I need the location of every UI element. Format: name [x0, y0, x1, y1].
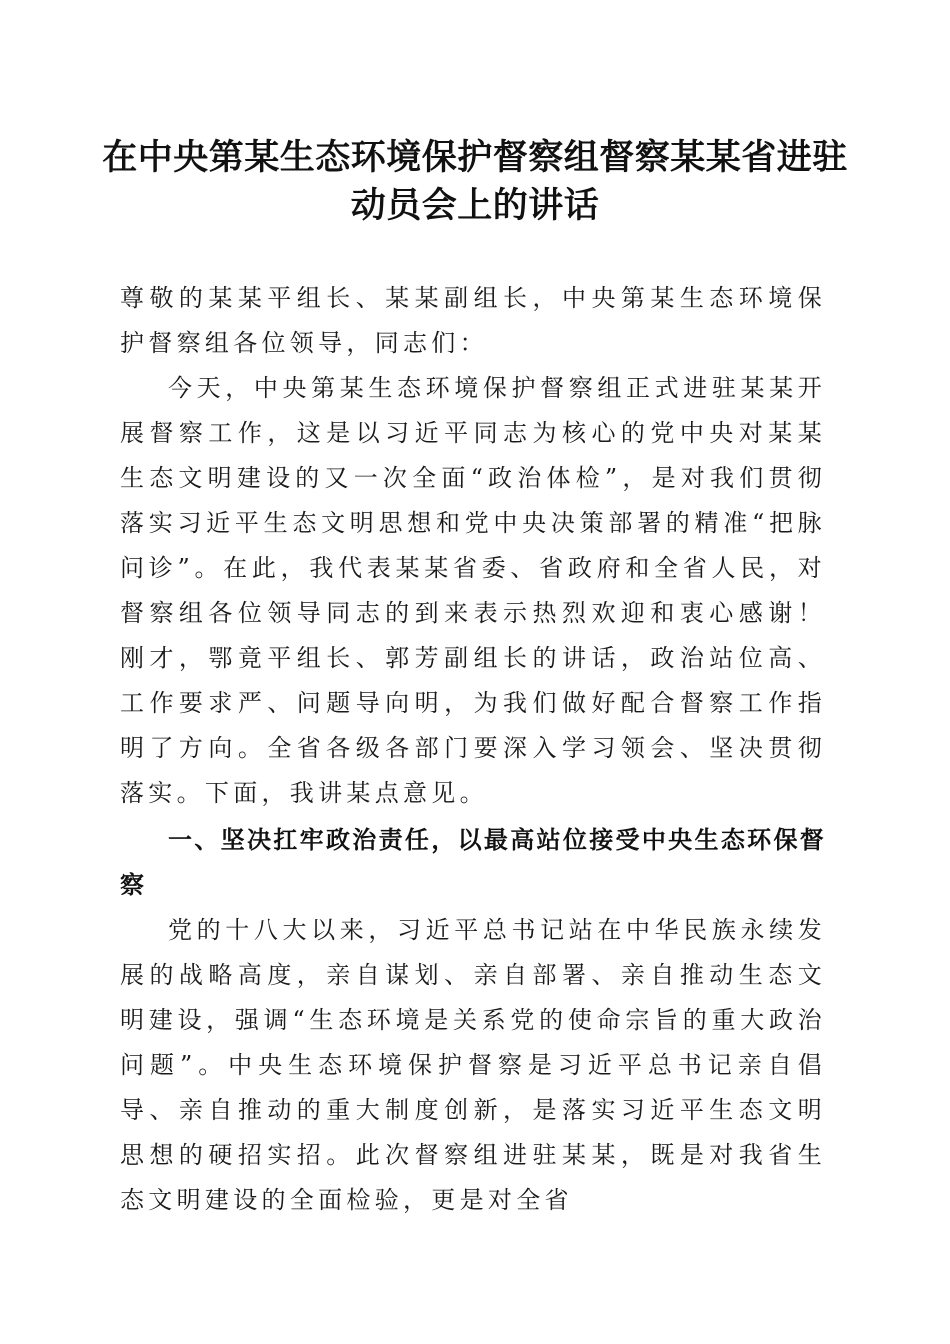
document-title: 在中央第某生态环境保护督察组督察某某省进驻动员会上的讲话	[102, 137, 848, 226]
document-body	[120, 276, 826, 1223]
section-heading: 一、坚决扛牢政治责任，以最高站位接受中央生态环保督察	[120, 826, 826, 899]
body-paragraph: 今天，中央第某生态环境保护督察组正式进驻某某开展督察工作，这是以习近平同志为核心的党中央对某某生态文明建设的又一次全面“政治体检”，是对我们贯彻落实习近平生态文明思想和党中央决策部署的精准“把脉问诊”。在此，我代表某某省委、省政府和全省人民，对督察组各位领导同志的到来表示热烈欢迎和衷心感谢！刚才，鄂竟平组长、郭芳副组长的讲话，政治站位高、工作要求严、问题导向明，为我们做好配合督察工作指明了方向。全省各级各部门要深入学习领会、坚决贯彻落实。下面，我讲某点意见。	[120, 374, 826, 807]
section-paragraph: 党的十八大以来，习近平总书记站在中华民族永续发展的战略高度，亲自谋划、亲自部署、亲自推动生态文明建设，强调“生态环境是关系党的使命宗旨的重大政治问题”。中央生态环境保护督察是习近平总书记亲自倡导、亲自推动的重大制度创新，是落实习近平生态文明思想的硬招实招。此次督察组进驻某某，既是对我省生态文明建设的全面检验，更是对全省	[120, 916, 826, 1214]
salutation: 尊敬的某某平组长、某某副组长，中央第某生态环境保护督察组各位领导，同志们：	[120, 284, 826, 357]
